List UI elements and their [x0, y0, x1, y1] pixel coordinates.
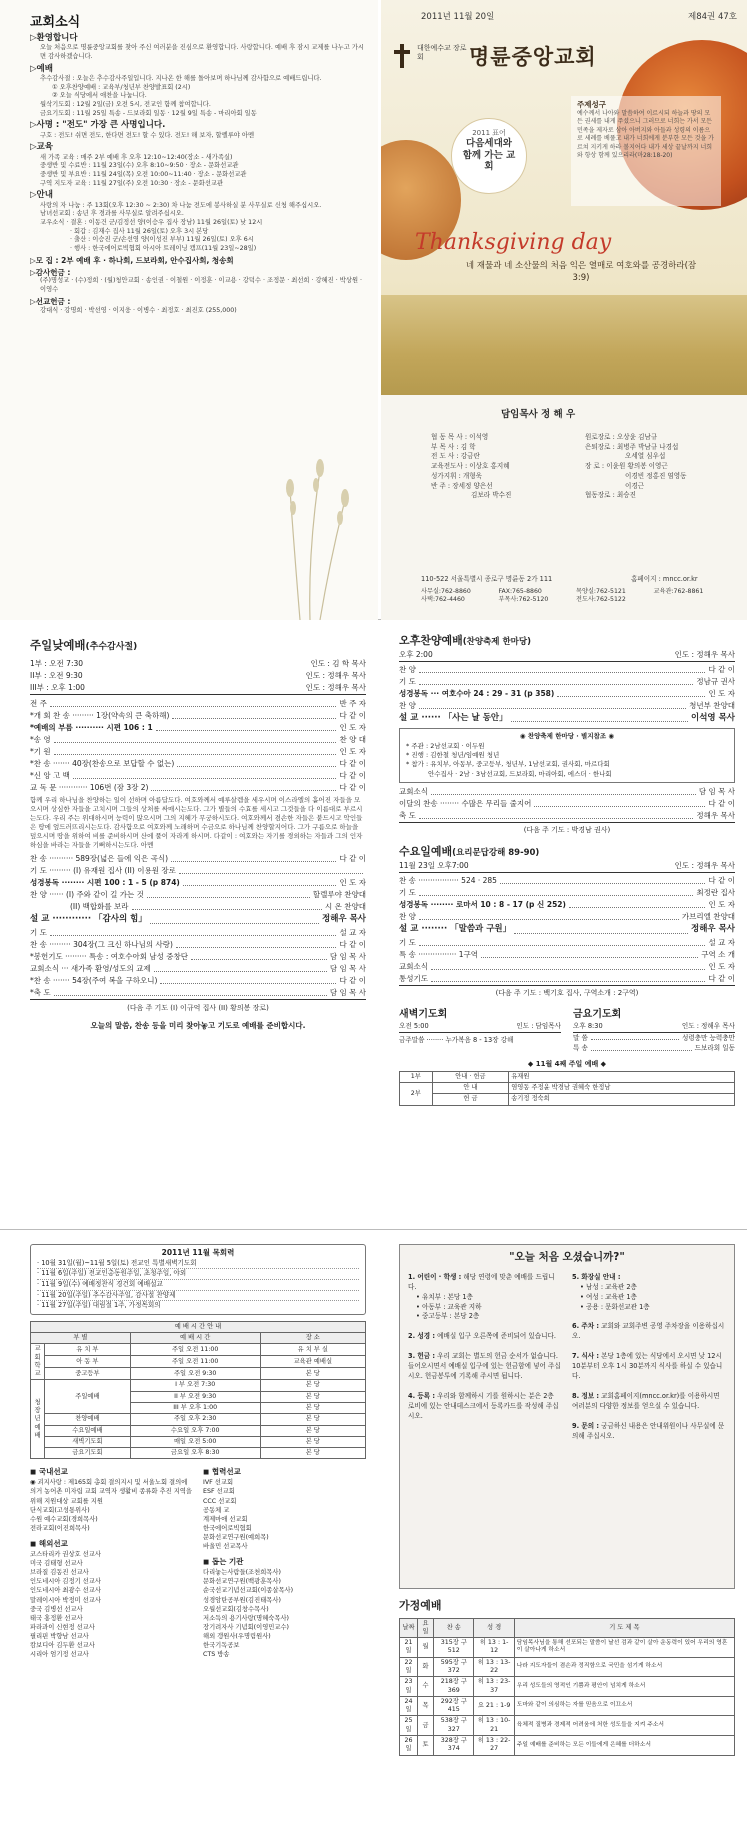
phone-item: FAX:765-8860 [498, 588, 542, 595]
table-row: 아 동 부 주일 오전 11:00 교육관 예배실 [31, 1356, 366, 1368]
support-item: 성경암탄공부원(김진태목사) [203, 1596, 281, 1604]
order-row: 말 씀 성령충만 능력충만 [573, 1033, 735, 1042]
church-name: 명륜중앙교회 [469, 45, 597, 69]
table-row: 금요기도회 금요일 오후 8:30 본 당 [31, 1448, 366, 1459]
service-time-row: 1부 : 오전 7:30 인도 : 김 학 목사 [30, 658, 366, 668]
visitor-guide-box [399, 1244, 735, 1589]
staff-item: 은퇴장로 : 최병주 박남규 나경섭 [585, 442, 679, 451]
table-row: III 부 오후 1:00 본 당 [31, 1402, 366, 1413]
motto-text: 다음세대와 함께 가는 교회 [462, 138, 516, 173]
visitor-item: 7. 식사 : 본당 1층에 있는 식당에서 오시면 낮 12시 10분부터 오후 1시 30분까지 식사를 하실 수 있습니다. [572, 1352, 723, 1380]
partner-item: ESF 선교회 [203, 1488, 235, 1496]
festival-line: * 참가 : 유치부, 아동부, 중고등부, 청년부, 1남선교회, 권사회, 마르다회 [406, 760, 610, 769]
phone-item: 전도사:762-5122 [576, 596, 626, 604]
wednesday-time-row: 11월 23일 오후7:00 인도 : 정해우 목사 [399, 860, 735, 873]
table-row: 2부 안 내 염영동 주정윤 박경남 권혜숙 한정남 [400, 1083, 735, 1094]
festival-box [399, 728, 735, 783]
missionary-item: 미국 김태형 선교사 [30, 1560, 83, 1568]
missionary-item: 파라과이 신현정 선교사 [30, 1623, 95, 1631]
staff-item: 원로장로 : 오상윤 김남규 [585, 433, 658, 441]
support-item: 해외 갱원사(우명림원사) [203, 1633, 271, 1641]
next-week-prayer: (다음 주 기도 (I) 이규억 집사 (II) 황의봉 장로) [127, 1004, 269, 1013]
partner-item: IVF 선교회 [203, 1479, 234, 1487]
guide-line: 교우소식 · 결혼 : 이동건 군/김정선 양(이승우 집사 장남) 11월 26일(토) 낮 12시 [40, 218, 263, 226]
domestic-item: ◉ 괴지사랑 : 제165회 총회 결의지시 및 서울노회 결의에 의거 농어촌 미자립 교회 교역자 생활비 종류화 추진 지역을 위해 지원대상 교회를 지원 [30, 1479, 192, 1505]
support-item: CTS 방송 [203, 1651, 230, 1659]
order-row: *신 앙 고 백 다 같 이 [30, 770, 366, 780]
visitor-item: 9. 문의 : 궁금하신 내용은 안내위원이나 사무실에 문의해 주십시오. [572, 1421, 725, 1440]
sunday-title: 주일낮예배 [30, 638, 86, 652]
staff-area [381, 395, 747, 620]
guide-heading: ▷안내 [30, 190, 53, 201]
monthly-item: · 10월 31일(월)~11월 5일(토) 전교인 특별새벽기도회 [37, 1259, 359, 1270]
education-heading: ▷교육 [30, 142, 53, 153]
order-row: *예배의 부름 ·········· 시편 106 : 1 인 도 자 [30, 722, 366, 732]
evening-next-prayer: (다음 주 기도 : 박경남 권사) [523, 826, 611, 835]
missionary-item: 말레이시아 박정미 선교사 [30, 1596, 101, 1604]
table-row: 23일 수 218장 구 369 히 13 : 23-37 우리 성도들의 영적인 기쁨과 평안이 넘치게 하소서 [400, 1677, 735, 1697]
news-title: 교회소식 [30, 15, 81, 30]
table-row: 1부 안내 · 헌금 유재원 [400, 1071, 735, 1082]
order-row: 기 도 최정란 집사 [399, 887, 735, 897]
guide-line: 사랑의 자 나눔 : 주 13회(오후 12:30 ~ 2:30) 차 나눔 전도에 봉사하실 분 사무실로 신청 해주십시오. [40, 201, 322, 209]
staff-list [431, 433, 731, 500]
monthly-item: · 11월 9일(수) 예배정찬식 경건회 예배설교 [37, 1280, 359, 1291]
order-row: 기 도 설 교 자 [399, 937, 735, 947]
missionary-item: 시리아 엄기정 선교사 [30, 1651, 89, 1659]
order-row: 이달의 찬송 ········ 수많은 무리들 줄지어 다 같 이 [399, 799, 735, 809]
staff-item: 반 주 : 장세정 양은선 [431, 481, 493, 490]
table-header-row: 예 배 시 간 안 내 [31, 1321, 366, 1332]
worship-line: ① 오후찬양예배 : 교육부/청년부 찬양발표회 (2시) [52, 83, 191, 91]
friday-time-row: 오후 8:30 인도 : 정해우 목사 [573, 1021, 735, 1033]
table-row: 25일 금 538장 구 327 히 13 : 10-21 육체적 질병과 경제적 어려움에 처한 성도들을 지켜 주소서 [400, 1716, 735, 1736]
monthly-title: 2011년 11월 목회력 [161, 1248, 235, 1257]
support-item: 문화선교연구원(백광훈목사) [203, 1578, 281, 1586]
service-duty-table [399, 1071, 735, 1106]
order-row: *기 원 인 도 자 [30, 746, 366, 756]
visitor-left-column [408, 1273, 562, 1442]
missionary-item: 코스타리카 권상호 선교사 [30, 1550, 101, 1558]
evening-time-row: 오후 2:00 인도 : 정해우 목사 [399, 649, 735, 662]
visitor-title: "오늘 처음 오셨습니까?" [509, 1251, 625, 1263]
order-row: 성경봉독 ··· 여호수아 24 : 29 - 31 (p 358) 인 도 자 [399, 688, 735, 698]
phone-item: 사무실:762-8860 [421, 588, 471, 595]
order-row: 성경봉독 ········ 시편 100 : 1 - 5 (p 874) 인 도 자 [30, 878, 366, 888]
order-row: 교회소식 ··· 새가족 환영/성도의 교제 담 임 목 사 [30, 964, 366, 974]
sunday-worship-panel [0, 620, 378, 1230]
table-header-row: 날짜 요일 찬 송 성 경 기 도 제 목 [400, 1618, 735, 1638]
guide-line: · 출산 : 이승진 군/손선영 양(이성진 부부) 11월 26일(토) 오후 6시 [70, 236, 254, 244]
staff-item: 전 도 사 : 강금란 [431, 452, 480, 461]
order-row: *송 영 찬 양 대 [30, 734, 366, 744]
wednesday-subtitle: (요리문답강해 89-90) [452, 848, 540, 859]
visitor-right-column [572, 1273, 726, 1442]
domestic-item: 수원 예수교회(경희목사) [30, 1515, 98, 1523]
visitor-item: 2. 성경 : 예배실 입구 오른쪽에 준비되어 있습니다. [408, 1332, 556, 1341]
wheat-field-image [381, 295, 747, 395]
partner-title: ◼ 협력선교 [203, 1467, 241, 1477]
sunday-subtitle: (추수감사절) [85, 642, 138, 652]
missionary-item: 인도네시아 최광수 선교사 [30, 1587, 101, 1595]
staff-item: 협 동 목 사 : 이석영 [431, 433, 489, 441]
domestic-title: ◼ 국내선교 [30, 1467, 68, 1477]
welcome-heading: ▷환영합니다 [30, 33, 78, 44]
missionary-item: 캄보디아 김두환 선교사 [30, 1642, 95, 1650]
cover-panel [381, 0, 747, 620]
order-row: 축 도 정해우 목사 [399, 810, 735, 823]
partner-item: 한국에어로빅협회 [203, 1524, 252, 1532]
order-row: 찬 양 다 같 이 [399, 664, 735, 674]
domestic-item: 전라교회(이진희목사) [30, 1524, 90, 1532]
denomination: 대한예수교 장로회 [417, 44, 467, 61]
order-row: (II) 백합화를 보라 시 온 찬양대 [70, 902, 366, 912]
phone-item: 사택:762-4460 [421, 596, 465, 604]
theme-label: 주제성구 [577, 100, 606, 109]
order-row: 통성기도 다 같 이 [399, 973, 735, 986]
order-row: 설 교 ········ 「말씀과 구원」 정해우 목사 [399, 923, 735, 934]
overseas-title: ◼ 해외선교 [30, 1539, 68, 1549]
cover-verse: 네 재물과 네 소산물의 처음 익은 열매로 여호와를 공경하라(잠 3:9) [465, 261, 697, 284]
support-item: 다리놓는사람들(조천희목사) [203, 1569, 281, 1577]
education-line: 새 가족 교육 : 매주 2부 예배 후 오후 12:10~12:40(장소 - 새가족실) [40, 153, 233, 161]
order-row: 기 도 정남규 권사 [399, 676, 735, 686]
theme-verse-box [571, 96, 721, 206]
monthly-item: · 11월 20일(주일) 추수감사주일, 감사절 찬양제 [37, 1291, 359, 1302]
wednesday-next-prayer: (다음 주 기도 : 백기호 집사, 구역소개 : 2구역) [495, 988, 639, 997]
domestic-item: 단식교회(고성통위사) [30, 1506, 90, 1514]
visitor-item: 5. 화장실 안내 : • 남성 : 교육관 2층 • 여성 : 교육관 1층 • 공용 : 문화선교관 1층 [572, 1272, 650, 1311]
visitor-item: 4. 등록 : 우리와 함께하시 기를 원하시는 분은 2층 로비에 있는 안내데스크에서 등록카드를 작성해 주십시오. [408, 1391, 559, 1420]
staff-item: 오세열 심우섭 [625, 452, 666, 461]
order-row: 설 교 ············ 「감사의 힘」 정해우 목사 [30, 914, 366, 925]
order-row: 찬 송 ·········· 589장(넓은 들에 익은 곡식) 다 같 이 [30, 854, 366, 864]
festival-line: * 진행 : 김한철 청년/임예원 청년 [406, 750, 500, 759]
order-row: 찬 송 ················· 524 · 285 다 같 이 [399, 875, 735, 885]
missions-left [30, 1467, 193, 1659]
table-row: 찬양예배 주일 오후 2:30 본 당 [31, 1414, 366, 1425]
visitor-item: 6. 주차 : 교회와 교회주변 공영 주차장을 이용하십시오. [572, 1322, 725, 1341]
issue-number: 제84권 47호 [688, 12, 737, 22]
order-row: 전 주 반 주 자 [30, 698, 366, 708]
missions-right [203, 1467, 366, 1659]
guide-line: · 행사 : 한국에어로빅협회 아시아 트레이닝 캠프(11월 23일~28일) [70, 244, 257, 252]
wednesday-title: 수요일예배 [399, 845, 453, 859]
service-time-row: II부 : 오전 9:30 인도 : 정해우 목사 [30, 670, 366, 680]
festival-line: * 주관 : 2남선교회 · 이두원 [406, 741, 485, 750]
worship-line: 금요기도회 : 11월 25일 특송 - 드보라회 일동 · 12월 9일 특송 - 마리아회 일동 [40, 109, 257, 117]
partner-item: 공동체 교 [203, 1506, 230, 1514]
issue-date: 2011년 11월 20일 [421, 12, 495, 22]
education-line: 중생반 및 수료반 : 11월 23일(수) 오후 8:10~9:50 · 장소 - 문화선교관 [40, 162, 239, 170]
missionary-item: 브라질 김동진 선교사 [30, 1569, 89, 1577]
visitors-family-panel [381, 1230, 747, 1843]
support-item: 오월선교회(김창수목사) [203, 1605, 269, 1613]
worship-line: 월삭기도회 : 12월 2일(금) 오전 5시, 전교인 함께 참여합니다. [40, 101, 211, 109]
order-row: *찬 송 ······· 54장(주여 복을 구하오니) 다 같 이 [30, 976, 366, 986]
worship-line: ② 오늘 식당에서 애찬을 나눕니다. [52, 92, 147, 100]
order-row: 특 송 ················ 1구역 구역 소 개 [399, 949, 735, 959]
closing-note: 오늘의 말씀, 찬송 등을 미리 찾아놓고 기도로 예배를 준비합시다. [90, 1021, 306, 1031]
staff-item: 장 로 : 이윤원 황의봉 이영근 [585, 462, 668, 471]
education-line: 중생반 및 부요반 : 11월 24일(목) 오전 10:00~11:40 · 장소 - 문화선교관 [40, 170, 247, 178]
motto-year: 2011 표어 [472, 129, 506, 137]
staff-item: 부 목 사 : 김 학 [431, 442, 476, 451]
phone-item: 교육관:762-8861 [653, 588, 704, 595]
thanksgiving-title: Thanksgiving day [415, 230, 612, 255]
staff-item: 교육전도사 : 이상호 홍지혜 [431, 462, 510, 471]
staff-item: 이경근 [625, 481, 645, 490]
table-row: 헌 금 송기정 정숙희 [400, 1094, 735, 1105]
order-row: 찬 송 ········· 304장(그 크신 하나님의 사랑) 다 같 이 [30, 940, 366, 950]
phone-item: 부목사:762-5120 [498, 596, 549, 604]
partner-item: 문화선교연구원(예희목) [203, 1534, 269, 1542]
worship-heading: ▷예배 [30, 63, 53, 74]
dawn-title: 새벽기도회 [399, 1008, 448, 1020]
mission-offering-list: 강대식 · 강명희 · 박선영 · 이지웅 · 이병수 · 최정호 · 최진호 (255,000) [40, 306, 237, 314]
monthly-calendar-box [30, 1244, 366, 1315]
support-title: ◼ 돕는 기관 [203, 1557, 244, 1567]
missionary-item: 중국 김병선 선교사 [30, 1605, 83, 1613]
order-row: 기 도 ········· (I) 유재원 집사 (II) 이용원 장로 [30, 865, 366, 877]
order-row: 찬 양 가브리엘 찬양대 [399, 911, 735, 921]
family-worship-title: 가정예배 [399, 1599, 442, 1612]
staff-item: 협동장로 : 최승진 [585, 491, 637, 500]
phone-list [421, 588, 731, 604]
missions-columns [30, 1467, 366, 1659]
partner-item: 계제마애 선교회 [203, 1515, 248, 1523]
friday-title: 금요기도회 [573, 1008, 622, 1020]
support-item: 저소득의 용기사랑(명혜숙목사) [203, 1614, 289, 1622]
staff-item: 성가지휘 : 개형욱 [431, 471, 483, 480]
welcome-text: 오늘 처음으로 명륜중앙교회를 찾아 주신 여러분을 진심으로 환영합니다. 사랑합니다. 예배 후 잠시 교제를 나누고 가시면 감사하겠습니다. [40, 44, 364, 61]
order-row: 특 송 드보라회 일동 [573, 1044, 735, 1053]
order-row: *개 회 찬 송 ········· 1장(약속의 큰 축하해) 다 같 이 [30, 710, 366, 720]
partner-item: 바울민 선교목사 [203, 1543, 248, 1551]
visitor-item: 3. 헌금 : 우리 교회는 별도의 헌금 순서가 없습니다. 들어오시면서 예배실 입구에 있는 헌금함에 넣어 주십시오. 헌금봉투에 기록해 주시면 됩니다. [408, 1352, 561, 1380]
order-row: 기 도 설 교 자 [30, 928, 366, 938]
table-row: 수요일예배 수요일 오후 7:00 본 당 [31, 1425, 366, 1436]
responsive-reading: 함께 우리 하나님을 찬양하는 일이 선하며 아름답도다. 여호와께서 예루살렘을 세우시며 이스라엘의 흩어진 자들을 모으시며 상심한 자들을 고치시며 그들의 상처를 싸매시는도다. 그가 별들의 수효를 세시고 그것들을 다 이름대로 부르시는도다. 우리 주는 위대하시며 능력이 많으시며 그의 지혜가 무궁하시도다. 여호와께서 겸손한 자들은 붙드시고 악인들은 땅에 엎드러뜨리시는도다. 감사함으로 여호와께 노래하며 수금으로 하나님께 찬양할지어다. 그가 구름으로 하늘을 덮으시며 땅을 위하여 비를 준비하시며 산에 풀이 자라게 하시며. 다같이 : 여호와는 자기를 경외하는 자들과 그의 인자하심을 바라는 자들을 기뻐하시는도다. 아멘 [30, 795, 363, 850]
education-line: 구역 지도자 교육 : 11월 27일(주) 오전 10:30 · 장소 - 문화선교관 [40, 179, 224, 187]
table-row: 중고등부 주일 오전 9:30 본 당 [31, 1368, 366, 1380]
guide-line: · 회갑 : 김재수 집사 11월 26일(토) 오후 3시 본당 [70, 227, 209, 235]
homepage: 홈페이지 : mncc.or.kr [631, 575, 698, 583]
order-row: 교회소식 담 임 목 사 [399, 787, 735, 797]
mission-heading: ▷사명 : "전도" 가장 큰 사명입니다. [30, 120, 166, 131]
table-row: 청장년예배 주일예배 I 부 오전 7:30 본 당 [31, 1380, 366, 1391]
table-row: 22일 화 595장 구 372 히 13 : 13-22 나라 지도자들이 겸손과 정직함으로 국민을 섬기게 하소서 [400, 1657, 735, 1677]
monthly-item: · 11월 6일(주일) 전교인총동원주일, 초청주일, 야외 [37, 1269, 359, 1280]
schedule-title: ◆ 11월 4째 주일 예배 ◆ [527, 1059, 607, 1068]
motto-badge [451, 118, 527, 194]
support-item: 순국선교기념선교회(이종살목사) [203, 1587, 294, 1595]
order-row: *찬 송 ······· 40장(찬송으로 보답할 수 없는) 다 같 이 [30, 758, 366, 768]
evening-subtitle: (찬양축제 한마당) [462, 637, 531, 647]
visitor-item: 8. 정보 : 교회홈페이지(mncc.or.kr)를 이용하시면 여러분의 다양한 정보를 얻으실 수 있습니다. [572, 1391, 720, 1410]
missionary-item: 태국 홍정환 선교사 [30, 1614, 83, 1622]
missionary-item: 필리핀 박향남 선교사 [30, 1633, 89, 1641]
order-row: 설 교 ······ 「사는 날 동안」 이석영 목사 [399, 712, 735, 723]
worship-line: 추수감사절 : 오늘은 추수감사주일입니다. 지나온 한 해를 돌아보며 하나님께 감사함으로 예배드립니다. [40, 74, 322, 82]
theme-verse: 예수께서 나아와 말씀하여 이르시되 하늘과 땅의 모든 권세를 내게 주셨으니 그러므로 너희는 가서 모든 민족을 제자로 삼아 아버지와 아들과 성령의 이름으로 세례를 베풀고 내가 너희에게 분부한 모든 것을 가르쳐 지키게 하라 볼지어다 내가 세상 끝날까지 너희와 항상 함께 있으리라(마28:18-20) [577, 109, 714, 160]
support-item: 한국기독공보 [203, 1642, 240, 1650]
partner-item: CCC 선교회 [203, 1497, 237, 1505]
table-row: 교회학교 유 치 부 주일 오전 11:00 유 치 부 실 [31, 1344, 366, 1356]
monthly-item: · 11월 27일(주일) 대림절 1주, 가정목회의 [37, 1301, 161, 1310]
church-news-panel [0, 0, 378, 620]
evening-title: 오후찬양예배 [399, 634, 463, 647]
order-row: 성경봉독 ········ 로마서 10 : 8 - 17 (p 신 252) 인 도 자 [399, 899, 735, 909]
visitor-item: 1. 어린이 · 학생 : 해당 연령에 맞춘 예배를 드립니다. • 유치부 : 본당 1층 • 아동부 : 교육관 지하 • 중고등부 : 본당 2층 [408, 1272, 555, 1321]
senior-pastor: 담임목사 정 해 우 [501, 409, 576, 420]
table-row: 새벽기도회 매일 오전 5:00 본 당 [31, 1436, 366, 1447]
recruit-heading: ▷모 집 : 2부 예배 후 · 하나회, 드보라회, 안수집사회, 청송회 [30, 255, 234, 265]
festival-title: ◉ 찬양축제 한마당 · 별지참조 ◉ [519, 732, 615, 741]
dawn-content: 금주말씀 ········ 누가복음 8 - 13장 강해 [399, 1035, 514, 1044]
order-row: 교회소식 인 도 자 [399, 961, 735, 971]
mission-slogan: 구호 : 전도! 쉬면 전도, 한다면 전도! 할 수 있다. 전도! 해 보자, 할렐루야 아멘 [40, 131, 255, 139]
festival-line: 안수집사 · 2남 · 3남선교회, 드보라회, 마리아회, 에스더 · 한나회 [428, 769, 612, 778]
order-row: 찬 양 ······ (I) 주와 같이 길 가는 것 할렐루야 찬양대 [30, 890, 366, 900]
staff-item: 이경빈 정홍진 염영동 [625, 471, 687, 480]
friday-prayer-block [573, 1008, 735, 1054]
thanks-offering-heading: ▷감사헌금 : [30, 267, 71, 277]
table-row: 24일 목 292장 구 415 요 21 : 1-9 도마와 같이 의심하는 자를 믿음으로 이끄소서 [400, 1696, 735, 1716]
church-address: 110-522 서울특별시 종로구 명륜동 2가 111 [421, 575, 553, 583]
worship-timetable [30, 1321, 366, 1460]
wheat-decoration [250, 430, 370, 620]
missionary-item: 인도네시아 김정기 선교사 [30, 1578, 101, 1586]
church-cross-icon [391, 42, 413, 70]
order-row: *봉헌기도 ········· 특송 : 여호수아회 남성 중창단 담 임 목 사 [30, 952, 366, 962]
table-row: 26일 토 328장 구 374 히 13 : 22-27 주일 예배를 준비하는 모든 이들에게 은혜를 더하소서 [400, 1736, 735, 1756]
family-worship-table [399, 1618, 735, 1756]
service-time-row: III부 : 오후 1:00 인도 : 정해우 목사 [30, 682, 366, 695]
phone-item: 목양실:762-5121 [576, 588, 626, 595]
order-row: 찬 양 청년부 찬양대 [399, 700, 735, 710]
support-item: 장기려자사 기념회(이영민교수) [203, 1623, 289, 1631]
staff-item: 김보라 박수진 [471, 491, 512, 500]
thanks-offering-list: (주)명성교 · (수)정희 · (월)청안교회 · 송인권 · 이철원 · 이정훈 · 이교용 · 강덕수 · 조정문 · 최선희 · 강혜진 · 박상원 · 이영수 [40, 277, 363, 294]
dawn-time-row: 오전 5:00 인도 : 담임목사 [399, 1021, 561, 1033]
other-services-panel [381, 620, 747, 1230]
guide-line: 남녀선교회 : 송년 후 경과를 사무실로 알려주십시오. [40, 210, 184, 218]
schedule-missions-panel [0, 1230, 378, 1843]
table-row: II 부 오전 9:30 본 당 [31, 1391, 366, 1402]
order-row: *축 도 담 임 목 사 [30, 987, 366, 1000]
table-header-row: 부 별 예 배 시 간 장 소 [31, 1332, 366, 1343]
table-row: 21일 월 315장 구 512 히 13 : 1-12 담임목사님을 통해 선포되는 말씀이 날선 검과 같이 살아 운동력이 있어 우리의 영혼이 살아나게 하소서 [400, 1638, 735, 1658]
mission-offering-heading: ▷선교헌금 : [30, 296, 71, 306]
dawn-prayer-block [399, 1008, 561, 1054]
order-row: 교 독 문 ············ 106번 (잠 3장 2) 다 같 이 [30, 782, 366, 792]
